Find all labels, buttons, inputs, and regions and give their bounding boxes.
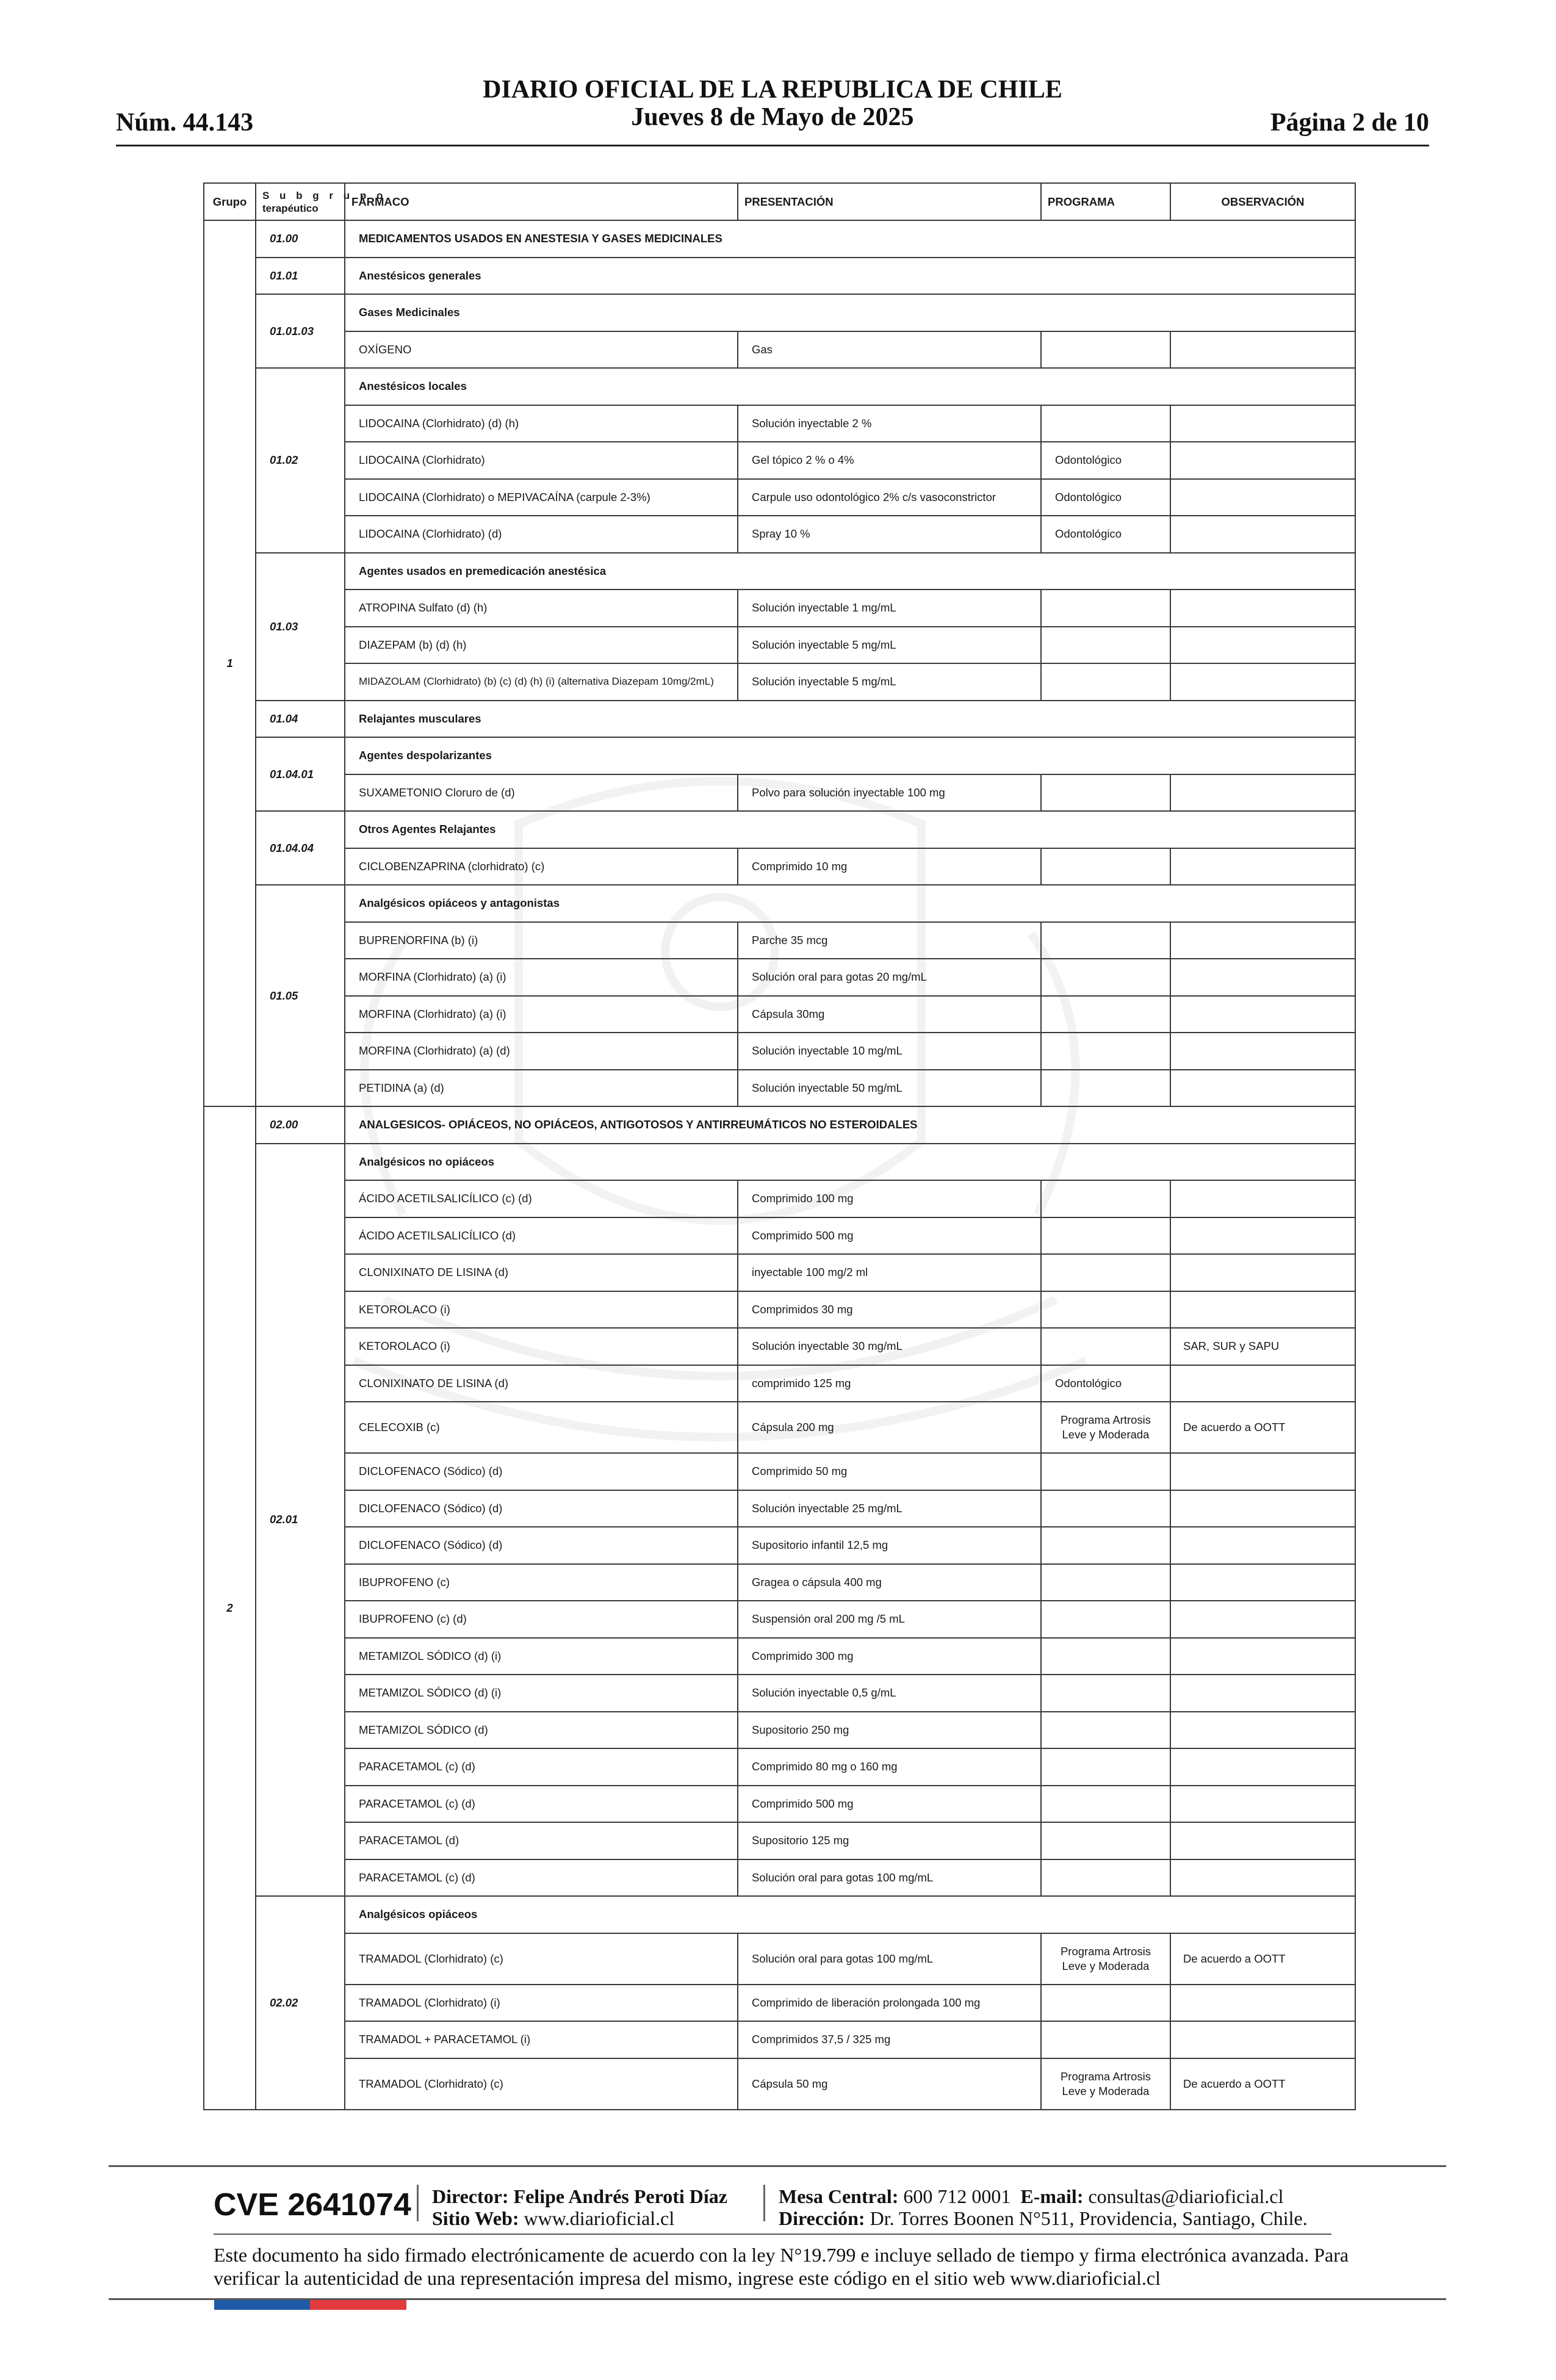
observacion-cell	[1170, 405, 1355, 442]
table-row	[204, 885, 1355, 922]
programa-cell	[1041, 1748, 1170, 1786]
table-row	[204, 1291, 1355, 1329]
programa-cell	[1041, 1675, 1170, 1712]
farmaco-cell: TRAMADOL + PARACETAMOL (i)	[345, 2021, 738, 2058]
observacion-cell	[1170, 1712, 1355, 1749]
farmaco-cell: SUXAMETONIO Cloruro de (d)	[345, 774, 738, 812]
newspaper-title: DIARIO OFICIAL DE LA REPUBLICA DE CHILE	[483, 76, 1062, 104]
presentacion-cell: Solución inyectable 25 mg/mL	[738, 1490, 1041, 1527]
programa-cell	[1041, 1180, 1170, 1217]
presentacion-cell: Cápsula 50 mg	[738, 2058, 1041, 2110]
subgroup-code: 01.04	[256, 701, 345, 738]
table-row	[204, 922, 1355, 959]
presentacion-cell: Solución inyectable 10 mg/mL	[738, 1033, 1041, 1070]
programa-cell	[1041, 959, 1170, 996]
farmaco-cell: OXÍGENO	[345, 331, 738, 369]
table-row	[204, 737, 1355, 774]
contact-block	[779, 2185, 1308, 2229]
col-header-subgrupo: S u b g r u p o terapéutico	[256, 183, 345, 220]
programa-cell	[1041, 1822, 1170, 1859]
address-label: Dirección:	[779, 2207, 865, 2229]
phone-label: Mesa Central:	[779, 2185, 899, 2207]
observacion-cell: De acuerdo a OOTT	[1170, 2058, 1355, 2110]
farmaco-cell: DICLOFENACO (Sódico) (d)	[345, 1490, 738, 1527]
presentacion-cell: Solución oral para gotas 100 mg/mL	[738, 1859, 1041, 1897]
table-row	[204, 1638, 1355, 1675]
farmaco-cell: LIDOCAINA (Clorhidrato) o MEPIVACAÍNA (carpule 2-3%)	[345, 479, 738, 516]
table-row	[204, 220, 1355, 258]
director-label: Director:	[432, 2185, 509, 2207]
programa-cell: Odontológico	[1041, 516, 1170, 553]
presentacion-cell: Gas	[738, 331, 1041, 369]
presentacion-cell: Gragea o cápsula 400 mg	[738, 1564, 1041, 1601]
table-row	[204, 294, 1355, 331]
issue-number: Núm. 44.143	[116, 109, 254, 137]
observacion-cell	[1170, 959, 1355, 996]
observacion-cell	[1170, 1217, 1355, 1255]
legal-notice: Este documento ha sido firmado electrónicamente de acuerdo con la ley N°19.799 e incluye sellado de tiempo y firma electrónica avanzada. Para verificar la autenticidad de una representación impresa del mismo, ingrese este código en el sitio web www.diarioficial.cl	[214, 2244, 1349, 2289]
section-title: Agentes usados en premedicación anestésica	[345, 553, 1355, 590]
programa-cell	[1041, 1859, 1170, 1897]
observacion-cell	[1170, 1822, 1355, 1859]
programa-cell: Odontológico	[1041, 1365, 1170, 1402]
presentacion-cell: Solución oral para gotas 20 mg/mL	[738, 959, 1041, 996]
presentacion-cell: Comprimido 100 mg	[738, 1180, 1041, 1217]
programa-cell	[1041, 1527, 1170, 1564]
cve-code: CVE 2641074	[214, 2187, 411, 2223]
farmaco-cell: PARACETAMOL (c) (d)	[345, 1859, 738, 1897]
observacion-cell	[1170, 1490, 1355, 1527]
presentacion-cell: inyectable 100 mg/2 ml	[738, 1254, 1041, 1291]
observacion-cell	[1170, 1291, 1355, 1329]
presentacion-cell: Solución inyectable 30 mg/mL	[738, 1328, 1041, 1365]
programa-cell: Programa Artrosis Leve y Moderada	[1041, 1933, 1170, 1985]
presentacion-cell: Comprimido de liberación prolongada 100 mg	[738, 1985, 1041, 2022]
presentacion-cell: Comprimidos 30 mg	[738, 1291, 1041, 1329]
presentacion-cell: Carpule uso odontológico 2% c/s vasoconstrictor	[738, 479, 1041, 516]
col-header-presentacion: PRESENTACIÓN	[738, 183, 1041, 220]
footer-divider	[763, 2185, 765, 2221]
table-row	[204, 848, 1355, 885]
table-row	[204, 1822, 1355, 1859]
table-row	[204, 1859, 1355, 1897]
email-label: E-mail:	[1020, 2185, 1084, 2207]
table-row	[204, 1033, 1355, 1070]
presentacion-cell: comprimido 125 mg	[738, 1365, 1041, 1402]
programa-cell: Odontológico	[1041, 442, 1170, 479]
subgroup-code: 02.01	[256, 1144, 345, 1897]
observacion-cell: De acuerdo a OOTT	[1170, 1402, 1355, 1453]
presentacion-cell: Suspensión oral 200 mg /5 mL	[738, 1601, 1041, 1638]
presentacion-cell: Solución inyectable 50 mg/mL	[738, 1070, 1041, 1107]
table-row	[204, 1106, 1355, 1144]
group-cell: 2	[204, 1106, 256, 2110]
farmaco-cell: MORFINA (Clorhidrato) (a) (d)	[345, 1033, 738, 1070]
programa-cell: Programa Artrosis Leve y Moderada	[1041, 1402, 1170, 1453]
col-header-observacion: OBSERVACIÓN	[1170, 183, 1355, 220]
presentacion-cell: Solución inyectable 5 mg/mL	[738, 663, 1041, 701]
farmaco-cell: DICLOFENACO (Sódico) (d)	[345, 1527, 738, 1564]
table-row	[204, 996, 1355, 1033]
farmaco-cell: DICLOFENACO (Sódico) (d)	[345, 1453, 738, 1490]
web-link[interactable]: www.diarioficial.cl	[524, 2207, 675, 2229]
farmaco-cell: METAMIZOL SÓDICO (d) (i)	[345, 1638, 738, 1675]
presentacion-cell: Comprimido 300 mg	[738, 1638, 1041, 1675]
farmaco-cell: TRAMADOL (Clorhidrato) (i)	[345, 1985, 738, 2022]
farmaco-cell: LIDOCAINA (Clorhidrato) (d) (h)	[345, 405, 738, 442]
observacion-cell	[1170, 848, 1355, 885]
table-row	[204, 1675, 1355, 1712]
presentacion-cell: Cápsula 30mg	[738, 996, 1041, 1033]
presentacion-cell: Comprimidos 37,5 / 325 mg	[738, 2021, 1041, 2058]
programa-cell	[1041, 1291, 1170, 1329]
table-row	[204, 627, 1355, 664]
table-row	[204, 774, 1355, 812]
subgroup-code: 01.01.03	[256, 294, 345, 368]
presentacion-cell: Supositorio 125 mg	[738, 1822, 1041, 1859]
table-row	[204, 258, 1355, 295]
farmaco-cell: METAMIZOL SÓDICO (d) (i)	[345, 1675, 738, 1712]
table-row	[204, 590, 1355, 627]
programa-cell	[1041, 1712, 1170, 1749]
section-title: MEDICAMENTOS USADOS EN ANESTESIA Y GASES MEDICINALES	[345, 220, 1355, 258]
farmaco-cell: MORFINA (Clorhidrato) (a) (i)	[345, 959, 738, 996]
table-row	[204, 1985, 1355, 2022]
table-row	[204, 1402, 1355, 1453]
programa-cell: Odontológico	[1041, 479, 1170, 516]
programa-cell	[1041, 774, 1170, 812]
programa-cell	[1041, 1985, 1170, 2022]
programa-cell	[1041, 590, 1170, 627]
observacion-cell	[1170, 1254, 1355, 1291]
table-row	[204, 1490, 1355, 1527]
observacion-cell	[1170, 1564, 1355, 1601]
table-row	[204, 1254, 1355, 1291]
col-header-programa: PROGRAMA	[1041, 183, 1170, 220]
farmaco-cell: IBUPROFENO (c) (d)	[345, 1601, 738, 1638]
issue-date: Jueves 8 de Mayo de 2025	[631, 103, 914, 131]
presentacion-cell: Comprimido 500 mg	[738, 1786, 1041, 1823]
farmaco-cell: PARACETAMOL (d)	[345, 1822, 738, 1859]
observacion-cell	[1170, 1601, 1355, 1638]
table-row	[204, 1217, 1355, 1255]
observacion-cell	[1170, 1453, 1355, 1490]
observacion-cell	[1170, 774, 1355, 812]
subgroup-code: 02.00	[256, 1106, 345, 1144]
director-block	[432, 2185, 727, 2229]
table-row	[204, 368, 1355, 405]
table-row	[204, 1328, 1355, 1365]
farmaco-cell: METAMIZOL SÓDICO (d)	[345, 1712, 738, 1749]
subgroup-code: 01.03	[256, 553, 345, 701]
programa-cell	[1041, 1254, 1170, 1291]
section-title: Anestésicos locales	[345, 368, 1355, 405]
farmaco-cell: PARACETAMOL (c) (d)	[345, 1748, 738, 1786]
table-row	[204, 1365, 1355, 1402]
subgroup-code: 02.02	[256, 1896, 345, 2110]
presentacion-cell: Comprimido 500 mg	[738, 1217, 1041, 1255]
subgroup-code: 01.05	[256, 885, 345, 1106]
footer-mid-rule	[214, 2234, 1331, 2235]
observacion-cell: SAR, SUR y SAPU	[1170, 1328, 1355, 1365]
observacion-cell	[1170, 442, 1355, 479]
table-row	[204, 1180, 1355, 1217]
presentacion-cell: Supositorio infantil 12,5 mg	[738, 1527, 1041, 1564]
presentacion-cell: Supositorio 250 mg	[738, 1712, 1041, 1749]
section-title: Analgésicos opiáceos	[345, 1896, 1355, 1933]
table-row	[204, 811, 1355, 848]
farmaco-cell: KETOROLACO (i)	[345, 1291, 738, 1329]
presentacion-cell: Comprimido 10 mg	[738, 848, 1041, 885]
farmaco-cell: BUPRENORFINA (b) (i)	[345, 922, 738, 959]
table-row	[204, 1564, 1355, 1601]
table-row	[204, 1070, 1355, 1107]
observacion-cell	[1170, 2021, 1355, 2058]
page-number: Página 2 de 10	[1270, 109, 1429, 137]
section-title: Gases Medicinales	[345, 294, 1355, 331]
table-row	[204, 479, 1355, 516]
observacion-cell	[1170, 627, 1355, 664]
observacion-cell	[1170, 1675, 1355, 1712]
presentacion-cell: Solución inyectable 2 %	[738, 405, 1041, 442]
table-row	[204, 1453, 1355, 1490]
programa-cell	[1041, 627, 1170, 664]
presentacion-cell: Comprimido 80 mg o 160 mg	[738, 1748, 1041, 1786]
programa-cell	[1041, 663, 1170, 701]
observacion-cell	[1170, 1070, 1355, 1107]
table-row	[204, 2021, 1355, 2058]
section-title: Agentes despolarizantes	[345, 737, 1355, 774]
programa-cell	[1041, 1786, 1170, 1823]
director-name: Felipe Andrés Peroti Díaz	[513, 2185, 727, 2207]
farmaco-cell: CELECOXIB (c)	[345, 1402, 738, 1453]
observacion-cell	[1170, 1859, 1355, 1897]
observacion-cell	[1170, 1985, 1355, 2022]
footer-divider	[417, 2185, 419, 2221]
presentacion-cell: Solución inyectable 1 mg/mL	[738, 590, 1041, 627]
farmaco-cell: CLONIXINATO DE LISINA (d)	[345, 1254, 738, 1291]
farmaco-cell: ÁCIDO ACETILSALICÍLICO (c) (d)	[345, 1180, 738, 1217]
table-row	[204, 1601, 1355, 1638]
footer-top-rule	[109, 2165, 1446, 2167]
flag-red-stripe	[310, 2300, 406, 2310]
presentacion-cell: Solución oral para gotas 100 mg/mL	[738, 1933, 1041, 1985]
observacion-cell	[1170, 516, 1355, 553]
farmaco-cell: CICLOBENZAPRINA (clorhidrato) (c)	[345, 848, 738, 885]
section-title: Relajantes musculares	[345, 701, 1355, 738]
observacion-cell	[1170, 590, 1355, 627]
programa-cell	[1041, 922, 1170, 959]
farmaco-cell: TRAMADOL (Clorhidrato) (c)	[345, 1933, 738, 1985]
presentacion-cell: Polvo para solución inyectable 100 mg	[738, 774, 1041, 812]
observacion-cell	[1170, 1365, 1355, 1402]
programa-cell	[1041, 1033, 1170, 1070]
observacion-cell	[1170, 1786, 1355, 1823]
section-title: Anestésicos generales	[345, 258, 1355, 295]
observacion-cell	[1170, 331, 1355, 369]
table-row	[204, 1896, 1355, 1933]
programa-cell	[1041, 405, 1170, 442]
observacion-cell	[1170, 1033, 1355, 1070]
programa-cell	[1041, 1564, 1170, 1601]
phone-value: 600 712 0001	[903, 2185, 1011, 2207]
subgroup-code: 01.00	[256, 220, 345, 258]
table-row	[204, 553, 1355, 590]
table-row	[204, 331, 1355, 369]
programa-cell	[1041, 1070, 1170, 1107]
table-row	[204, 959, 1355, 996]
programa-cell	[1041, 1453, 1170, 1490]
farmaco-cell: CLONIXINATO DE LISINA (d)	[345, 1365, 738, 1402]
presentacion-cell: Solución inyectable 5 mg/mL	[738, 627, 1041, 664]
table-row	[204, 516, 1355, 553]
programa-cell	[1041, 1490, 1170, 1527]
presentacion-cell: Parche 35 mcg	[738, 922, 1041, 959]
table-row	[204, 1144, 1355, 1181]
subgroup-code: 01.04.01	[256, 737, 345, 811]
table-header-row	[204, 183, 1355, 220]
presentacion-cell: Comprimido 50 mg	[738, 1453, 1041, 1490]
programa-cell: Programa Artrosis Leve y Moderada	[1041, 2058, 1170, 2110]
farmaco-cell: MORFINA (Clorhidrato) (a) (i)	[345, 996, 738, 1033]
observacion-cell	[1170, 663, 1355, 701]
table-row	[204, 701, 1355, 738]
presentacion-cell: Gel tópico 2 % o 4%	[738, 442, 1041, 479]
farmaco-cell: PARACETAMOL (c) (d)	[345, 1786, 738, 1823]
observacion-cell	[1170, 479, 1355, 516]
programa-cell	[1041, 1217, 1170, 1255]
programa-cell	[1041, 1601, 1170, 1638]
table-row	[204, 1748, 1355, 1786]
subgroup-code: 01.01	[256, 258, 345, 295]
page-header	[116, 76, 1429, 146]
farmaco-cell: MIDAZOLAM (Clorhidrato) (b) (c) (d) (h) (i) (alternativa Diazepam 10mg/2mL)	[345, 663, 738, 701]
table-row	[204, 1712, 1355, 1749]
flag-stripe	[214, 2300, 406, 2310]
programa-cell	[1041, 848, 1170, 885]
medication-table	[203, 182, 1356, 2110]
subgroup-code: 01.02	[256, 368, 345, 553]
presentacion-cell: Cápsula 200 mg	[738, 1402, 1041, 1453]
presentacion-cell: Spray 10 %	[738, 516, 1041, 553]
presentacion-cell: Solución inyectable 0,5 g/mL	[738, 1675, 1041, 1712]
programa-cell	[1041, 1638, 1170, 1675]
programa-cell	[1041, 331, 1170, 369]
col-header-farmaco: FÁRMACO	[345, 183, 738, 220]
flag-blue-stripe	[214, 2300, 310, 2310]
farmaco-cell: LIDOCAINA (Clorhidrato) (d)	[345, 516, 738, 553]
newspaper-title-block	[116, 76, 1429, 131]
observacion-cell	[1170, 1748, 1355, 1786]
section-title: Analgésicos no opiáceos	[345, 1144, 1355, 1181]
observacion-cell	[1170, 996, 1355, 1033]
table-row	[204, 405, 1355, 442]
address-value: Dr. Torres Boonen N°511, Providencia, Santiago, Chile.	[870, 2207, 1308, 2229]
observacion-cell	[1170, 1638, 1355, 1675]
observacion-cell	[1170, 922, 1355, 959]
observacion-cell	[1170, 1180, 1355, 1217]
table-row	[204, 442, 1355, 479]
table-row	[204, 1527, 1355, 1564]
programa-cell	[1041, 996, 1170, 1033]
subgroup-code: 01.04.04	[256, 811, 345, 885]
farmaco-cell: PETIDINA (a) (d)	[345, 1070, 738, 1107]
farmaco-cell: ATROPINA Sulfato (d) (h)	[345, 590, 738, 627]
farmaco-cell: LIDOCAINA (Clorhidrato)	[345, 442, 738, 479]
section-title: ANALGESICOS- OPIÁCEOS, NO OPIÁCEOS, ANTIGOTOSOS Y ANTIRREUMÁTICOS NO ESTEROIDALES	[345, 1106, 1355, 1144]
farmaco-cell: ÁCIDO ACETILSALICÍLICO (d)	[345, 1217, 738, 1255]
farmaco-cell: TRAMADOL (Clorhidrato) (c)	[345, 2058, 738, 2110]
table-row	[204, 663, 1355, 701]
table-row	[204, 2058, 1355, 2110]
farmaco-cell: DIAZEPAM (b) (d) (h)	[345, 627, 738, 664]
col-header-grupo: Grupo	[204, 183, 256, 220]
group-cell: 1	[204, 220, 256, 1106]
observacion-cell: De acuerdo a OOTT	[1170, 1933, 1355, 1985]
observacion-cell	[1170, 1527, 1355, 1564]
farmaco-cell: KETOROLACO (i)	[345, 1328, 738, 1365]
farmaco-cell: IBUPROFENO (c)	[345, 1564, 738, 1601]
programa-cell	[1041, 2021, 1170, 2058]
section-title: Otros Agentes Relajantes	[345, 811, 1355, 848]
table-row	[204, 1933, 1355, 1985]
web-label: Sitio Web:	[432, 2207, 519, 2229]
table-row	[204, 1786, 1355, 1823]
section-title: Analgésicos opiáceos y antagonistas	[345, 885, 1355, 922]
programa-cell	[1041, 1328, 1170, 1365]
email-link[interactable]: consultas@diarioficial.cl	[1088, 2185, 1284, 2207]
